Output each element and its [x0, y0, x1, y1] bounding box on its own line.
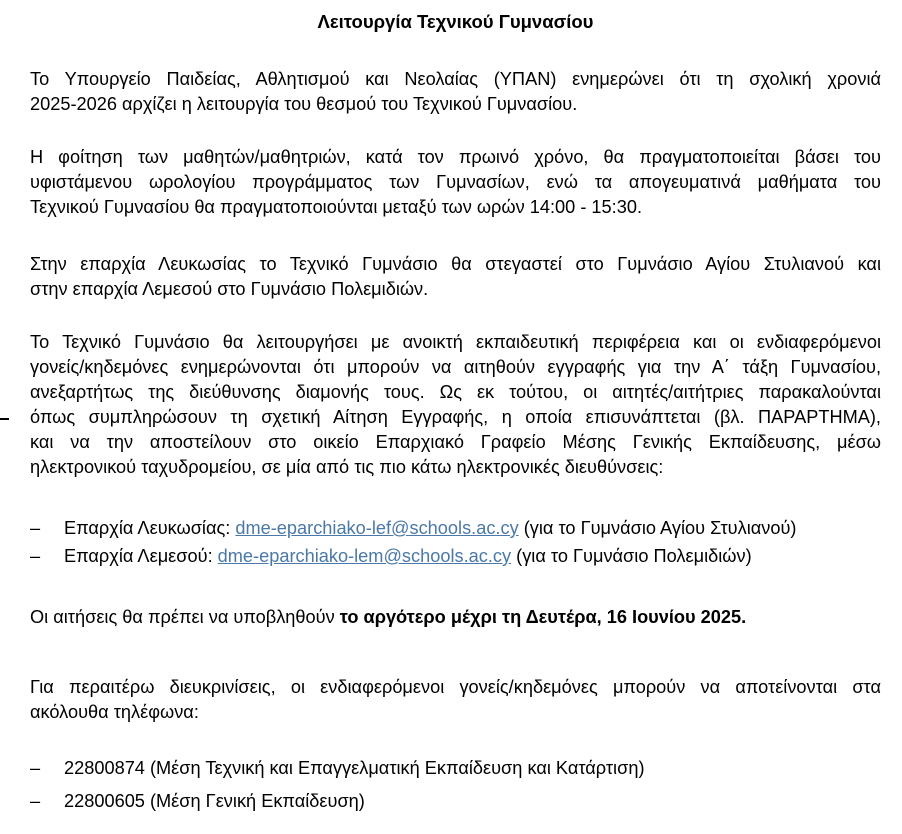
paragraph-line: Για περαιτέρω διευκρινίσεις, οι ενδιαφερόμενοι γονείς/κηδεμόνες μπορούν να αποτείνονται στα [30, 677, 881, 697]
paragraph-intro [30, 67, 881, 117]
paragraph-line: στην επαρχία Λεμεσού στο Γυμνάσιο Πολεμιδιών. [30, 279, 429, 299]
paragraph-line: και να την αποστείλουν στο οικείο Επαρχιακό Γραφείο Μέσης Γενικής Εκπαίδευσης, μέσω [30, 432, 881, 452]
deadline-date: το αργότερο μέχρι τη Δευτέρα, 16 Ιουνίου 2025. [339, 607, 747, 627]
phone-list-item [30, 789, 881, 814]
paragraph-line: Στην επαρχία Λευκωσίας το Τεχνικό Γυμνάσιο θα στεγαστεί στο Γυμνάσιο Αγίου Στυλιανού και [30, 254, 881, 274]
paragraph-line: ακόλουθα τηλέφωνα: [30, 702, 199, 722]
email-link-lefkosia[interactable]: dme-eparchiako-lef@schools.ac.cy [235, 518, 519, 538]
paragraph-line: Το Τεχνικό Γυμνάσιο θα λειτουργήσει με ανοικτή εκπαιδευτική περιφέρεια και οι ενδιαφερόμενοι [30, 332, 881, 352]
email-note: (για το Γυμνάσιο Αγίου Στυλιανού) [518, 518, 797, 538]
paragraph-contact [30, 675, 881, 725]
dash-bullet: – [30, 546, 41, 566]
paragraph-line: ανεξαρτήτως της διεύθυνσης διαμονής τους. Ως εκ τούτου, οι αιτητές/αιτήτριες παρακαλούνται [30, 382, 881, 402]
dash-bullet: – [30, 791, 41, 811]
paragraph-line: Η φοίτηση των μαθητών/μαθητριών, κατά τον πρωινό χρόνο, θα πραγματοποιείται βάσει του [30, 147, 881, 167]
paragraph-line: γονείς/κηδεμόνες ενημερώνονται ότι μπορούν να αιτηθούν εγγραφής για την Α΄ τάξη Γυμνασίου, [30, 357, 881, 377]
email-label: Επαρχία Λεμεσού: [64, 546, 218, 566]
paragraph-line: Το Υπουργείο Παιδείας, Αθλητισμού και Νεολαίας (ΥΠΑΝ) ενημερώνει ότι τη σχολική χρονιά [30, 69, 881, 89]
dash-bullet: – [30, 518, 41, 538]
margin-mark [0, 418, 9, 420]
paragraph-line: όπως συμπληρώσουν τη σχετική Αίτηση Εγγραφής, η οποία επισυνάπτεται (βλ. ΠΑΡΑΡΤΗΜΑ), [30, 407, 881, 427]
phone-list-item [30, 756, 881, 781]
paragraph-schedule [30, 145, 881, 220]
paragraph-line: ηλεκτρονικού ταχυδρομείου, σε μία από τις πιο κάτω ηλεκτρονικές διευθύνσεις: [30, 457, 664, 477]
dash-bullet: – [30, 758, 41, 778]
email-label: Επαρχία Λευκωσίας: [64, 518, 236, 538]
email-note: (για το Γυμνάσιο Πολεμιδιών) [511, 546, 752, 566]
phone-text: 22800874 (Μέση Τεχνική και Επαγγελματική Εκπαίδευση και Κατάρτιση) [64, 758, 645, 778]
paragraph-line: 2025-2026 αρχίζει η λειτουργία του θεσμού του Τεχνικού Γυμνασίου. [30, 94, 578, 114]
deadline-text: Οι αιτήσεις θα πρέπει να υποβληθούν [30, 607, 340, 627]
paragraph-deadline [30, 605, 881, 630]
phone-text: 22800605 (Μέση Γενική Εκπαίδευση) [64, 791, 365, 811]
paragraph-line [30, 605, 881, 630]
paragraph-location [30, 252, 881, 302]
paragraph-line: Τεχνικού Γυμνασίου θα πραγματοποιούνται μεταξύ των ωρών 14:00 - 15:30. [30, 197, 642, 217]
email-list-item-lemesos [30, 544, 881, 569]
document-title: Λειτουργία Τεχνικού Γυμνασίου [317, 11, 594, 32]
email-link-lemesos[interactable]: dme-eparchiako-lem@schools.ac.cy [217, 546, 512, 566]
paragraph-enrollment [30, 330, 881, 480]
email-list-item-lefkosia [30, 516, 881, 541]
paragraph-line: υφιστάμενου ωρολογίου προγράμματος των Γυμνασίων, ενώ τα απογευματινά μαθήματα του [30, 172, 881, 192]
